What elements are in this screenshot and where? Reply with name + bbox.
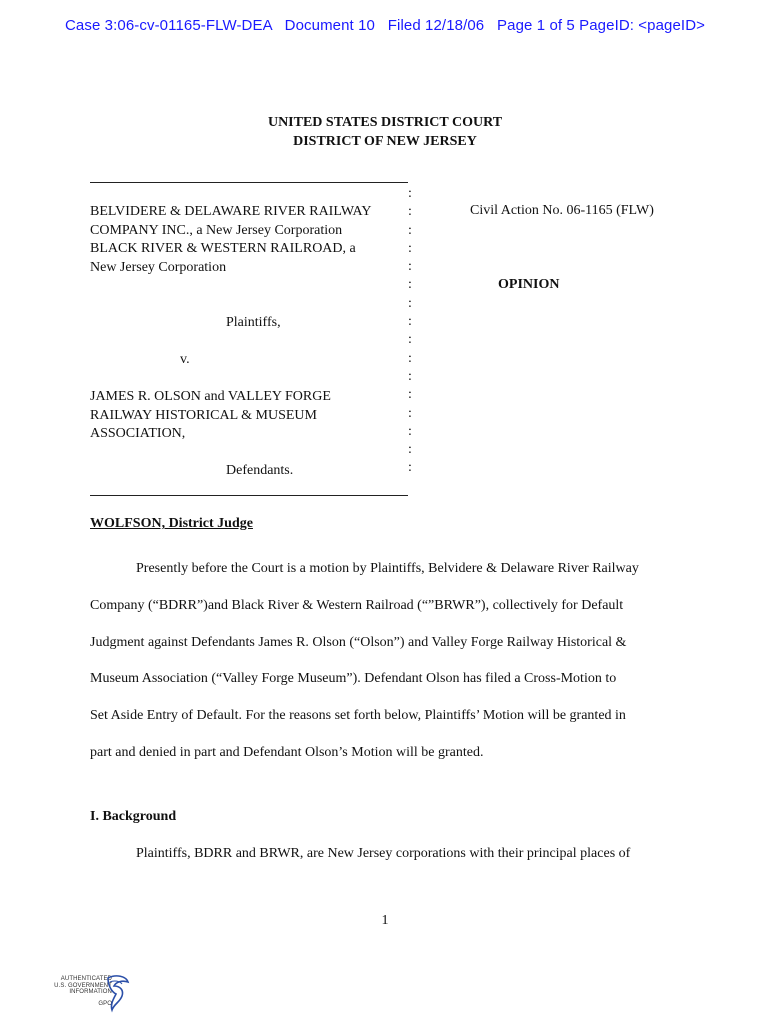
versus-label: v.: [180, 352, 190, 367]
defendant-line: JAMES R. OLSON and VALLEY FORGE: [90, 389, 331, 404]
caption-colon: :: [408, 405, 412, 421]
caption-colon: :: [408, 368, 412, 384]
plaintiff-line: BELVIDERE & DELAWARE RIVER RAILWAY: [90, 204, 372, 219]
court-district: DISTRICT OF NEW JERSEY: [293, 134, 477, 149]
defendant-line: ASSOCIATION,: [90, 426, 186, 441]
civil-action-number: Civil Action No. 06-1165 (FLW): [470, 203, 654, 218]
gpo-logo-line: U.S. GOVERNMENT: [54, 982, 112, 989]
plaintiff-line: COMPANY INC., a New Jersey Corporation: [90, 222, 343, 238]
gpo-logo-text: [44, 976, 112, 1007]
caption-colon-column: [408, 185, 416, 478]
paragraph-line: part and denied in part and Defendant Olson’s Motion will be granted.: [90, 744, 484, 760]
defendants-label: Defendants.: [226, 463, 294, 478]
caption-colon: :: [408, 186, 412, 201]
caption-parties: [90, 203, 406, 481]
caption-colon: :: [408, 423, 412, 439]
opening-paragraph: [90, 551, 690, 772]
court-name: UNITED STATES DISTRICT COURT: [267, 115, 503, 130]
background-paragraph-line: Plaintiffs, BDRR and BRWR, are New Jersey corporations with their principal places of: [136, 846, 631, 861]
defendant-line: RAILWAY HISTORICAL & MUSEUM: [90, 407, 317, 423]
caption-colon: :: [408, 460, 412, 476]
caption-colon: :: [408, 222, 412, 238]
court-heading: [0, 113, 770, 151]
caption-colon: :: [408, 442, 412, 458]
plaintiff-line: New Jersey Corporation: [90, 259, 227, 275]
paragraph-line: Museum Association (“Valley Forge Museum”). Defendant Olson has filed a Cross-Motion to: [90, 671, 617, 687]
caption-colon: :: [408, 204, 412, 220]
caption-colon: :: [408, 387, 412, 403]
caption-colon: :: [408, 240, 412, 256]
document-type-label: OPINION: [498, 277, 560, 292]
paragraph-line: Company (“BDRR”)and Black River & Western Railroad (“”BRWR”), collectively for Default: [90, 597, 624, 613]
gpo-logo-line: INFORMATION: [69, 989, 112, 995]
caption-colon: :: [408, 277, 412, 293]
gpo-logo-line: AUTHENTICATED: [60, 976, 112, 982]
paragraph-line: Set Aside Entry of Default. For the reasons set forth below, Plaintiffs’ Motion will be granted in: [90, 708, 626, 724]
gpo-authentication-logo: [44, 972, 130, 1016]
caption-colon: :: [408, 259, 412, 275]
judge-heading: WOLFSON, District Judge: [90, 516, 253, 531]
paragraph-line: Judgment against Defendants James R. Olson (“Olson”) and Valley Forge Railway Historical &: [90, 634, 627, 650]
caption-bottom-rule: [90, 495, 408, 496]
page-number: 1: [381, 913, 389, 928]
gpo-eagle-icon: [104, 974, 130, 1014]
paragraph-line: Presently before the Court is a motion by Plaintiffs, Belvidere & Delaware River Railway: [136, 561, 639, 576]
caption-colon: :: [408, 350, 412, 366]
plaintiff-line: BLACK RIVER & WESTERN RAILROAD, a: [90, 241, 356, 256]
caption-colon: :: [408, 332, 412, 348]
section-heading-background: I. Background: [90, 809, 177, 824]
caption-colon: :: [408, 314, 412, 330]
plaintiffs-label: Plaintiffs,: [226, 315, 281, 330]
caption-top-rule: [90, 182, 408, 183]
case-header-stamp: Case 3:06-cv-01165-FLW-DEA Document 10 Filed 12/18/06 Page 1 of 5 PageID: <pageID>: [65, 17, 705, 34]
gpo-logo-line: GPO: [98, 1000, 112, 1007]
caption-colon: :: [408, 295, 412, 311]
